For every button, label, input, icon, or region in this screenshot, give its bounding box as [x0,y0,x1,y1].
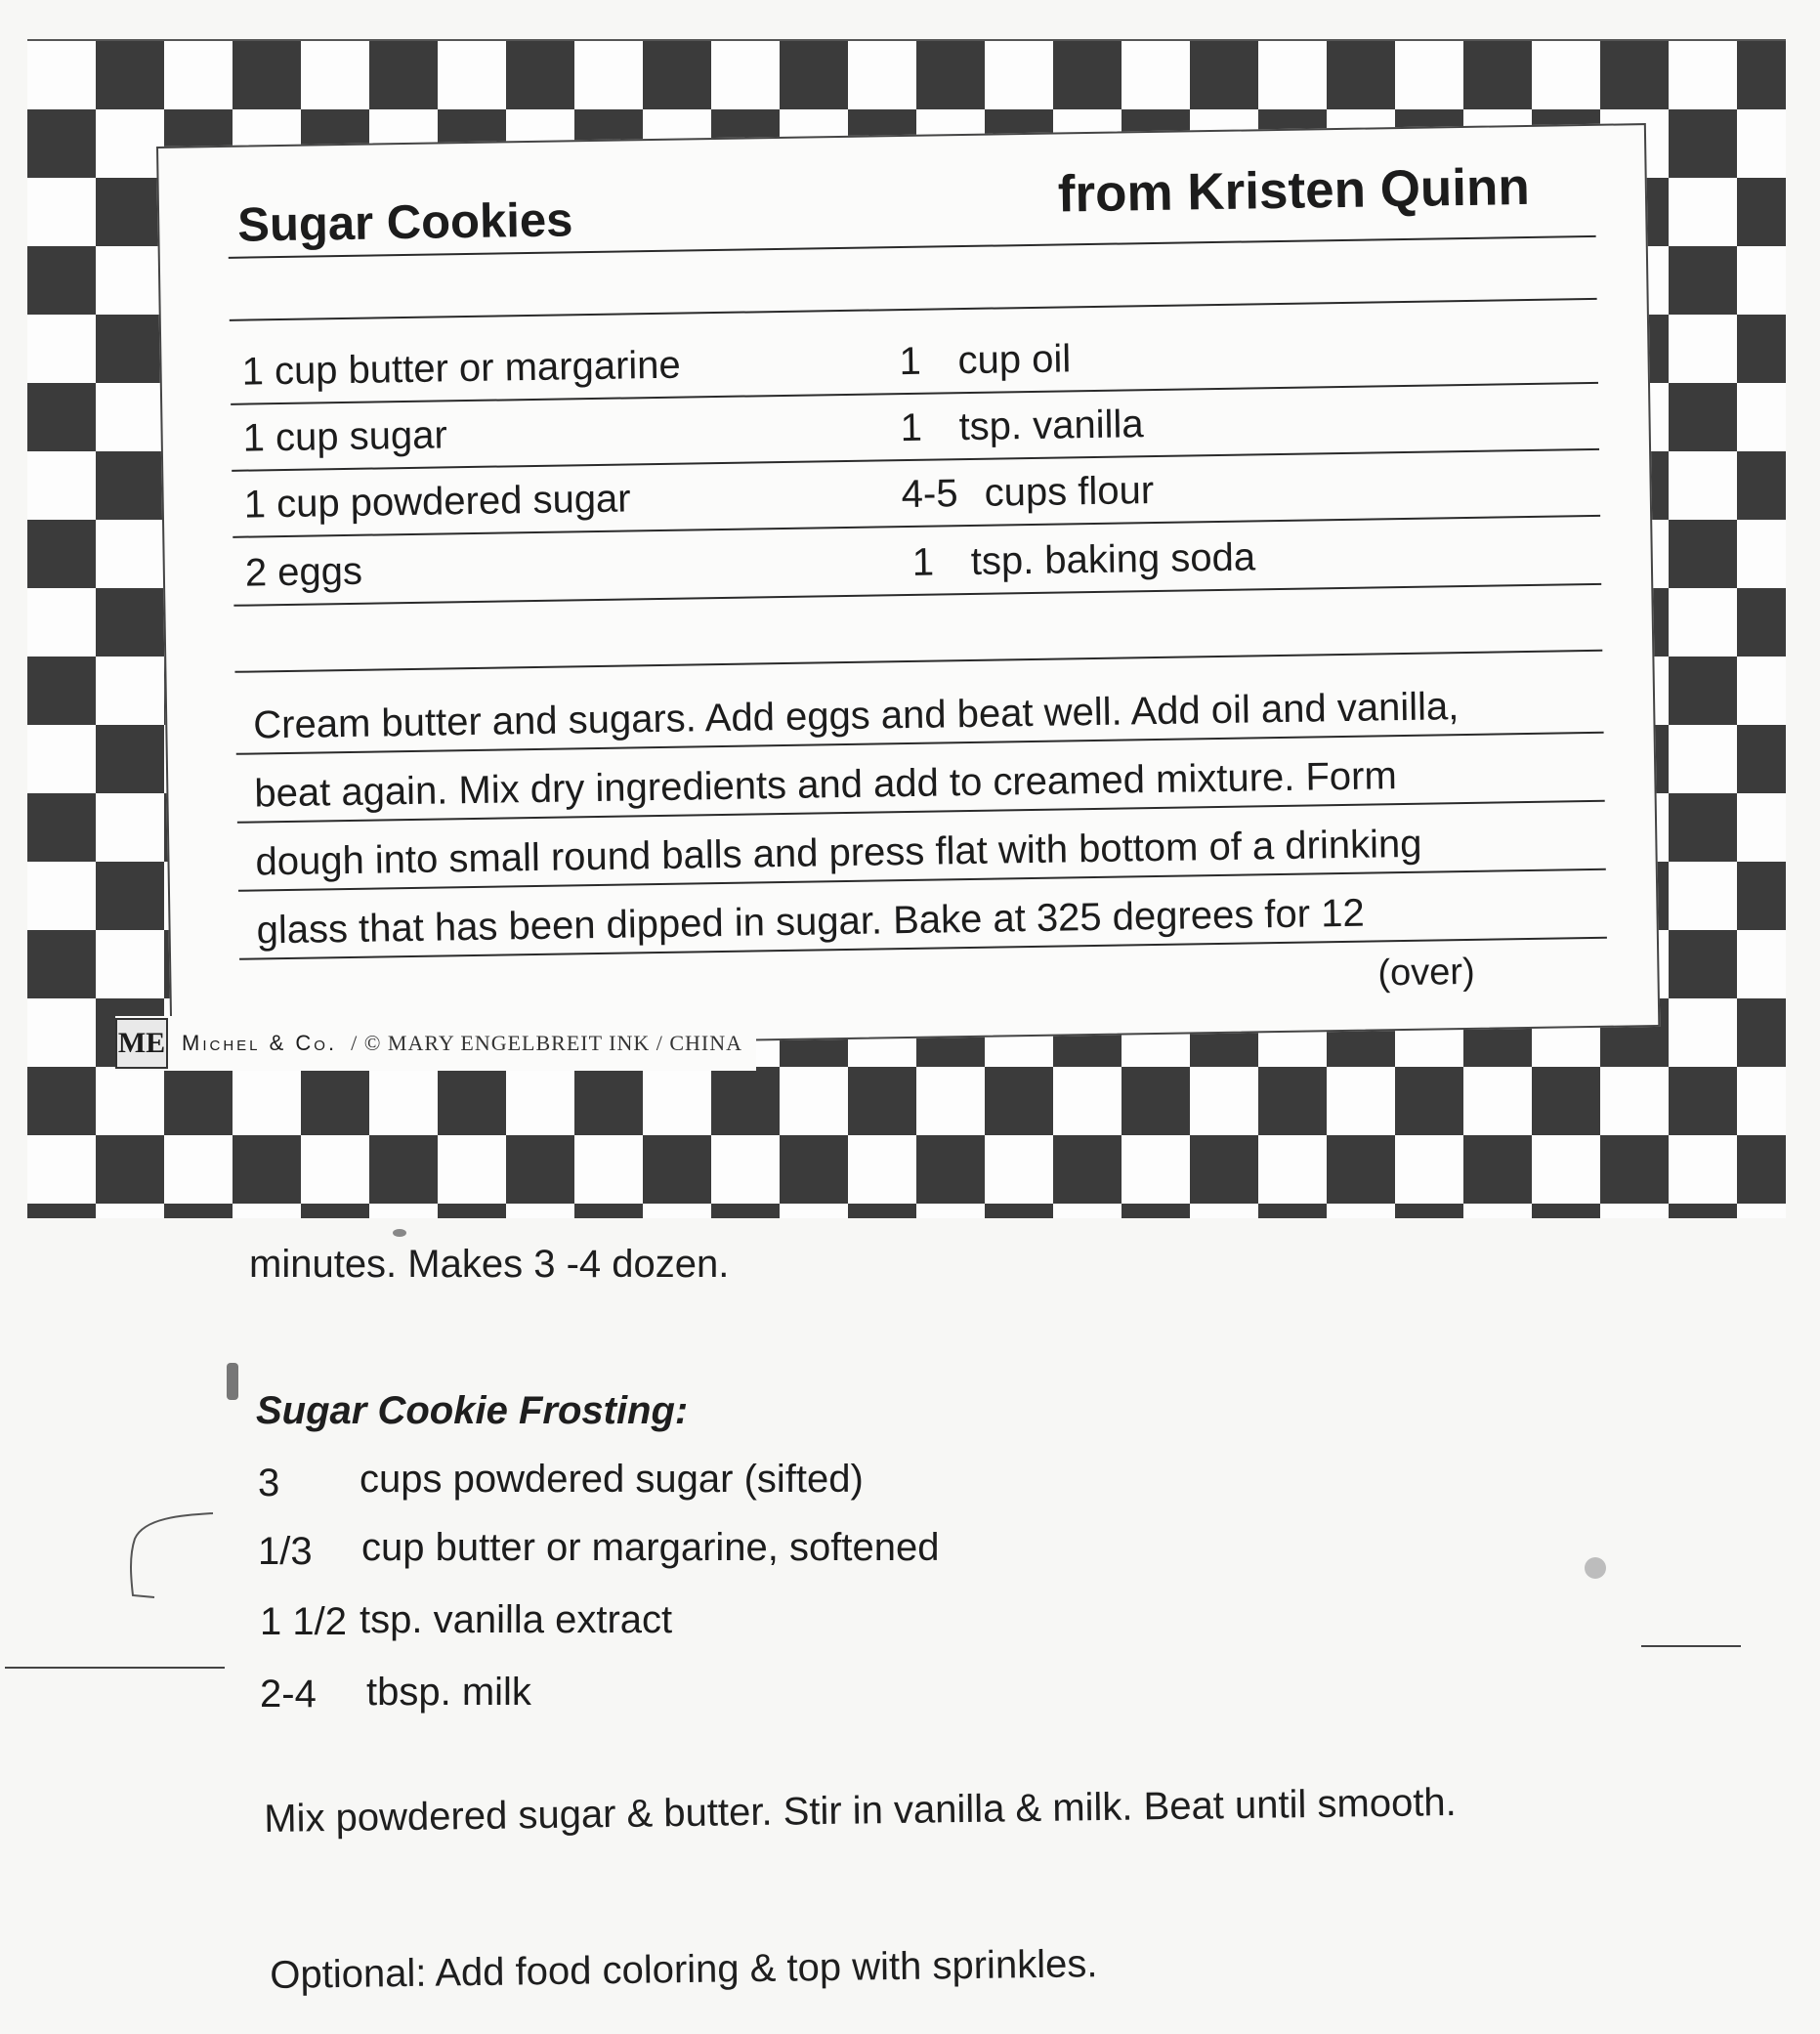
scan-speck [1585,1557,1606,1579]
frosting-qty: 1/3 [258,1530,313,1573]
scan-speck [227,1363,238,1400]
frosting-qty: 1 1/2 [260,1600,347,1643]
ingredient-rule [233,583,1601,607]
frosting-item: cups powdered sugar (sifted) [360,1458,864,1501]
recipe-title: Sugar Cookies [236,193,573,252]
ingredient-left: 1 cup powdered sugar [243,477,631,527]
handwritten-bracket-mark [125,1509,218,1607]
margin-rule-right [1641,1645,1741,1647]
frosting-title: Sugar Cookie Frosting: [256,1389,689,1432]
ingredient-left: 1 cup butter or margarine [241,343,682,394]
frosting-qty: 3 [258,1462,280,1504]
instruction-line: glass that has been dipped in sugar. Bake at 325 degrees for 12 [256,891,1365,953]
ingredient-right-qty: 1 [900,405,923,450]
blank-rule [230,298,1597,321]
ingredient-right-item: cups flour [984,469,1155,515]
maker-imprint [115,1016,756,1071]
recipe-card [156,123,1660,1050]
maker-name: Michel & Co. [182,1031,338,1055]
instruction-line: beat again. Mix dry ingredients and add to creamed mixture. Form [254,754,1398,816]
instruction-line: dough into small round balls and press flat with bottom of a drinking [255,822,1422,884]
blank-rule [234,650,1602,673]
frosting-item: cup butter or margarine, softened [361,1526,940,1569]
ingredient-right-qty: 4-5 [901,472,958,517]
ingredient-right-item: tsp. vanilla [958,403,1144,449]
ingredient-right-qty: 1 [911,540,935,584]
maker-logo-icon: ME [115,1018,168,1069]
frosting-item: tbsp. milk [366,1671,531,1714]
ingredient-right-qty: 1 [899,339,922,384]
ingredient-right-item: tsp. baking soda [970,535,1256,583]
recipe-author: from Kristen Quinn [1057,157,1531,224]
over-label: (over) [1377,951,1476,995]
frosting-qty: 2-4 [260,1673,317,1716]
ingredient-left: 1 cup sugar [242,413,448,460]
ingredient-right-item: cup oil [957,337,1072,383]
frosting-item: tsp. vanilla extract [360,1598,673,1641]
scan-speck [393,1229,406,1237]
frosting-directions: Mix powdered sugar & butter. Stir in vanilla & milk. Beat until smooth. [264,1780,1458,1841]
frosting-optional-note: Optional: Add food coloring & top with sprinkles. [270,1942,1098,1997]
instruction-line: Cream butter and sugars. Add eggs and beat well. Add oil and vanilla, [252,685,1460,747]
continued-instructions: minutes. Makes 3 -4 dozen. [249,1243,730,1286]
margin-rule-left [5,1667,225,1669]
ingredient-left: 2 eggs [244,549,363,595]
maker-copyright: / © MARY ENGELBREIT INK / CHINA [351,1031,743,1055]
